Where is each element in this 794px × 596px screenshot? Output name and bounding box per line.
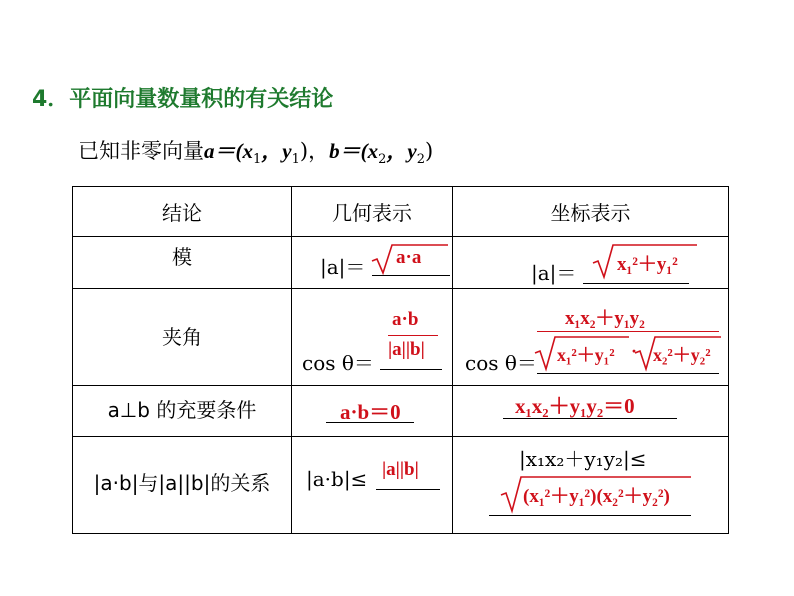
answer-blank (326, 422, 414, 423)
geo-answer: a·b＝0 (340, 400, 401, 424)
row-label-cell (73, 237, 292, 289)
fraction-bar (537, 331, 719, 332)
geo-cell (292, 289, 453, 386)
coord-denominator-1: x₁²＋y₁² (557, 345, 615, 365)
row-label: 夹角 (162, 325, 202, 349)
row-label: |a·b|与|a||b|的关系 (93, 471, 271, 495)
row-label-cell (73, 386, 292, 437)
coord-prefix: cos θ＝ (465, 351, 537, 375)
geo-cell (292, 237, 453, 289)
answer-blank (503, 418, 677, 419)
row-label: a⊥b 的充要条件 (107, 398, 257, 422)
geo-prefix: cos θ＝ (302, 351, 374, 375)
header-geometric: 几何表示 (292, 187, 453, 237)
conclusions-table (72, 186, 729, 534)
coord-prefix: |a|＝ (531, 261, 577, 285)
coord-cell (453, 289, 729, 386)
table-row (73, 386, 729, 437)
coord-answer: (x₁²＋y₁²)(x₂²＋y₂²) (523, 486, 670, 507)
geo-numerator: a·b (392, 309, 419, 330)
dot-operator: · (631, 341, 638, 361)
coord-numerator: x₁x₂＋y₁y₂ (565, 308, 645, 329)
geo-prefix: |a|＝ (320, 255, 366, 279)
header-conclusion: 结论 (73, 187, 292, 237)
coord-cell (453, 386, 729, 437)
answer-blank (380, 369, 442, 370)
coord-line1: |x₁x₂＋y₁y₂|≤ (519, 447, 647, 471)
coord-cell (453, 237, 729, 289)
table-header-row (73, 187, 729, 237)
answer-blank (376, 489, 440, 490)
answer-blank (583, 283, 689, 284)
row-label-cell (73, 437, 292, 534)
geo-answer: |a||b| (382, 459, 419, 480)
geo-cell (292, 437, 453, 534)
section-heading: 4．平面向量数量积的有关结论 (32, 87, 334, 112)
given-statement: 已知非零向量$a=(x_1$，$y_1$)，$b=(x_2$，$y_2$) (78, 139, 434, 168)
fraction-bar (388, 335, 438, 336)
answer-blank (537, 373, 719, 374)
geo-answer: a·a (396, 247, 422, 268)
row-label-cell (73, 289, 292, 386)
answer-blank (489, 515, 691, 516)
row-label: 模 (172, 245, 192, 269)
header-coordinate: 坐标表示 (453, 187, 729, 237)
geo-prefix: |a·b|≤ (306, 467, 368, 491)
table-row (73, 437, 729, 534)
table-row (73, 237, 729, 289)
coord-cell (453, 437, 729, 534)
geo-cell (292, 386, 453, 437)
coord-answer: x₁x₂＋y₁y₂＝0 (515, 394, 635, 418)
coord-denominator-2: x₂²＋y₂² (653, 345, 711, 365)
coord-answer: x₁²＋y₁² (617, 254, 678, 275)
answer-blank (372, 275, 450, 276)
table-row (73, 289, 729, 386)
geo-denominator: |a||b| (388, 339, 425, 360)
